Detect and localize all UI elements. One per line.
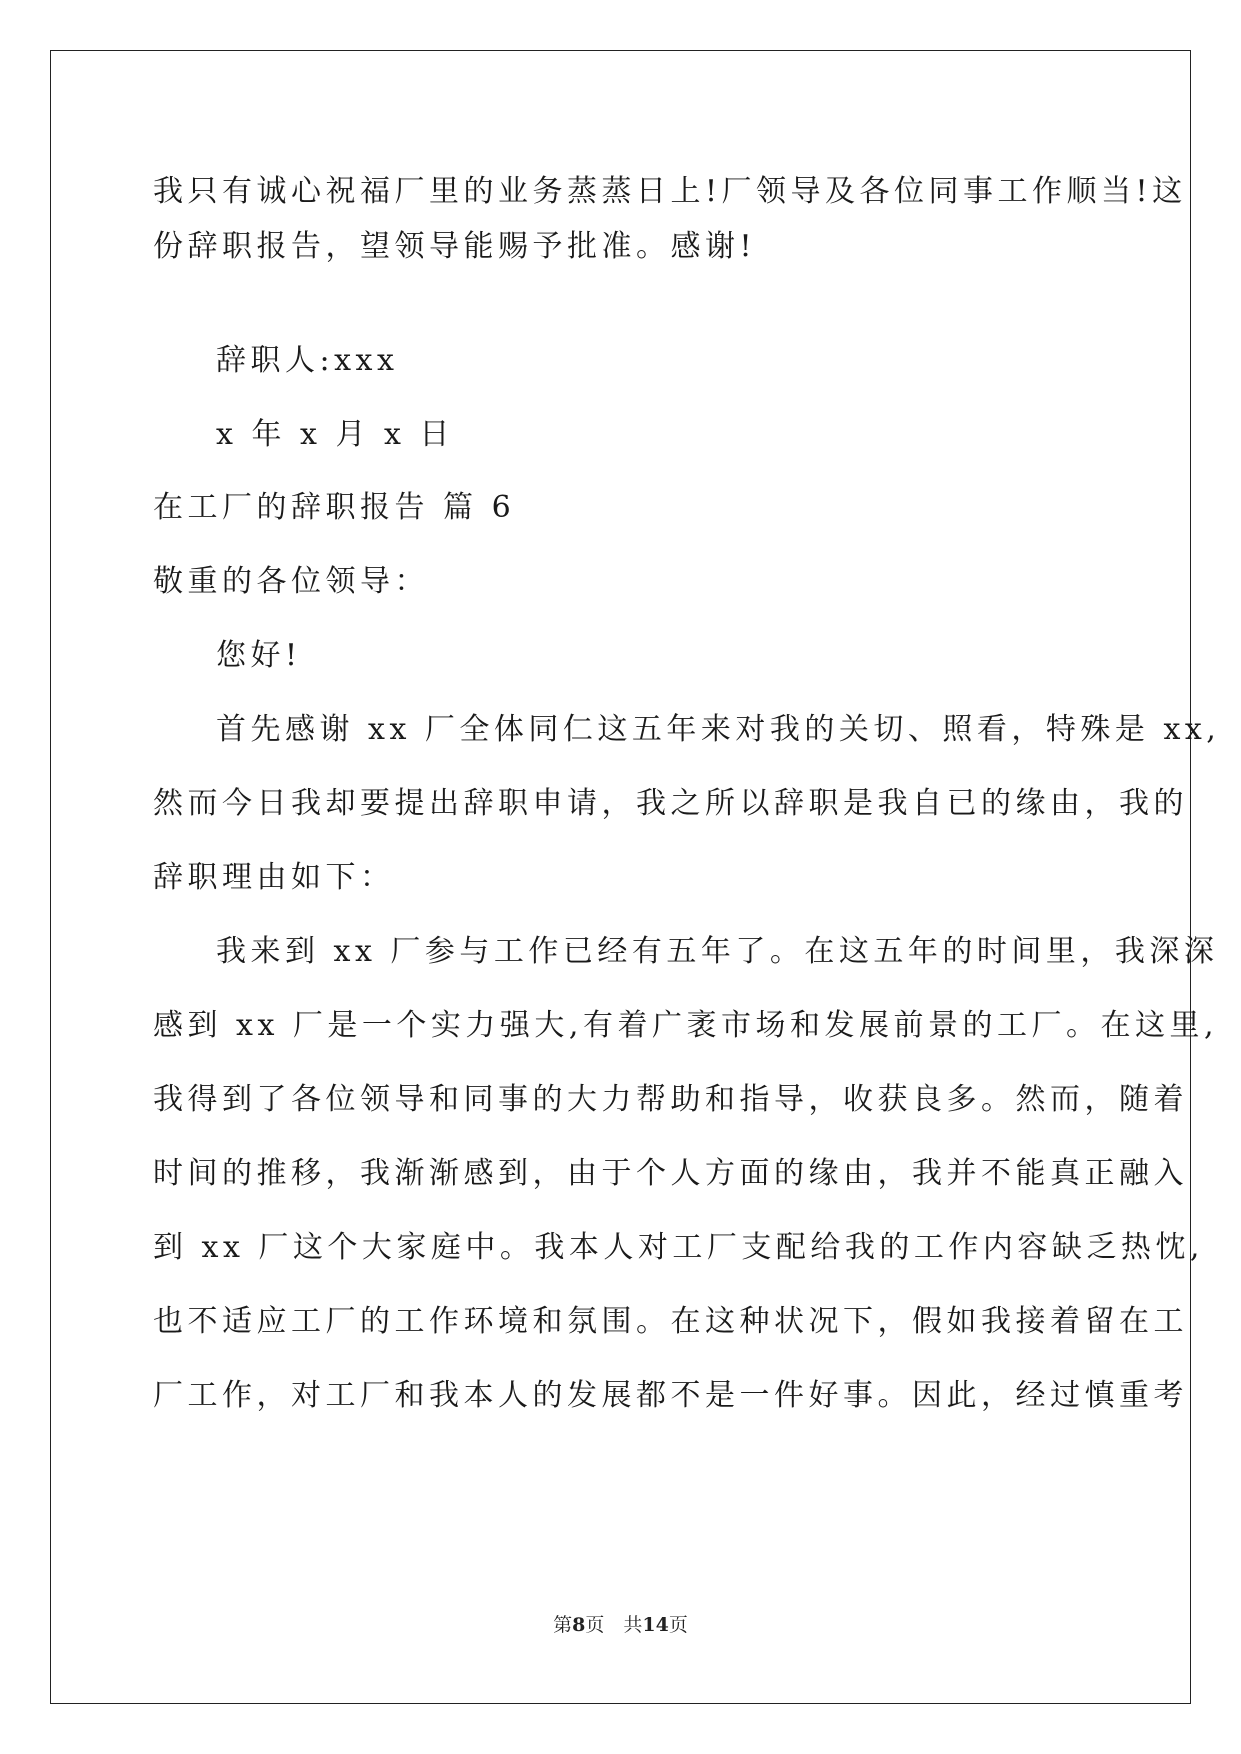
body-line-11: 也不适应工厂的工作环境和氛围。在这种状况下，假如我接着留在工 [153,1304,1188,1339]
body-line-12: 厂工作，对工厂和我本人的发展都不是一件好事。因此，经过慎重考 [153,1378,1188,1413]
body-line-1: 我只有诚心祝福厂里的业务蒸蒸日上!厂领导及各位同事工作顺当!这 [153,174,1187,209]
footer-total-pages: 14 [642,1614,669,1636]
section-heading: 在工厂的辞职报告 篇 6 [153,490,516,525]
signature-date: x 年 x 月 x 日 [216,417,454,452]
signature-resigner: 辞职人:xxx [216,343,399,378]
body-line-6: 我来到 xx 厂参与工作已经有五年了。在这五年的时间里，我深深 [216,934,1219,969]
greeting: 您好! [216,638,302,673]
body-line-8: 我得到了各位领导和同事的大力帮助和指导，收获良多。然而，随着 [153,1082,1188,1117]
footer-mid: 页 共 [585,1614,643,1636]
footer-prefix: 第 [553,1614,573,1636]
salutation: 敬重的各位领导： [153,564,429,599]
body-line-4: 然而今日我却要提出辞职申请，我之所以辞职是我自已的缘由，我的 [153,786,1188,821]
footer-suffix: 页 [668,1614,688,1636]
body-line-7: 感到 xx 厂是一个实力强大,有着广袤市场和发展前景的工厂。在这里, [153,1008,1218,1043]
body-line-2: 份辞职报告，望领导能赐予批准。感谢! [153,229,757,264]
body-line-9: 时间的推移，我渐渐感到，由于个人方面的缘由，我并不能真正融入 [153,1156,1188,1191]
body-line-3: 首先感谢 xx 厂全体同仁这五年来对我的关切、照看，特殊是 xx, [216,712,1221,747]
page-number-footer [0,1610,1241,1637]
body-line-10: 到 xx 厂这个大家庭中。我本人对工厂支配给我的工作内容缺乏热忱, [153,1230,1204,1265]
body-line-5: 辞职理由如下： [153,860,395,895]
footer-current-page: 8 [572,1614,586,1636]
